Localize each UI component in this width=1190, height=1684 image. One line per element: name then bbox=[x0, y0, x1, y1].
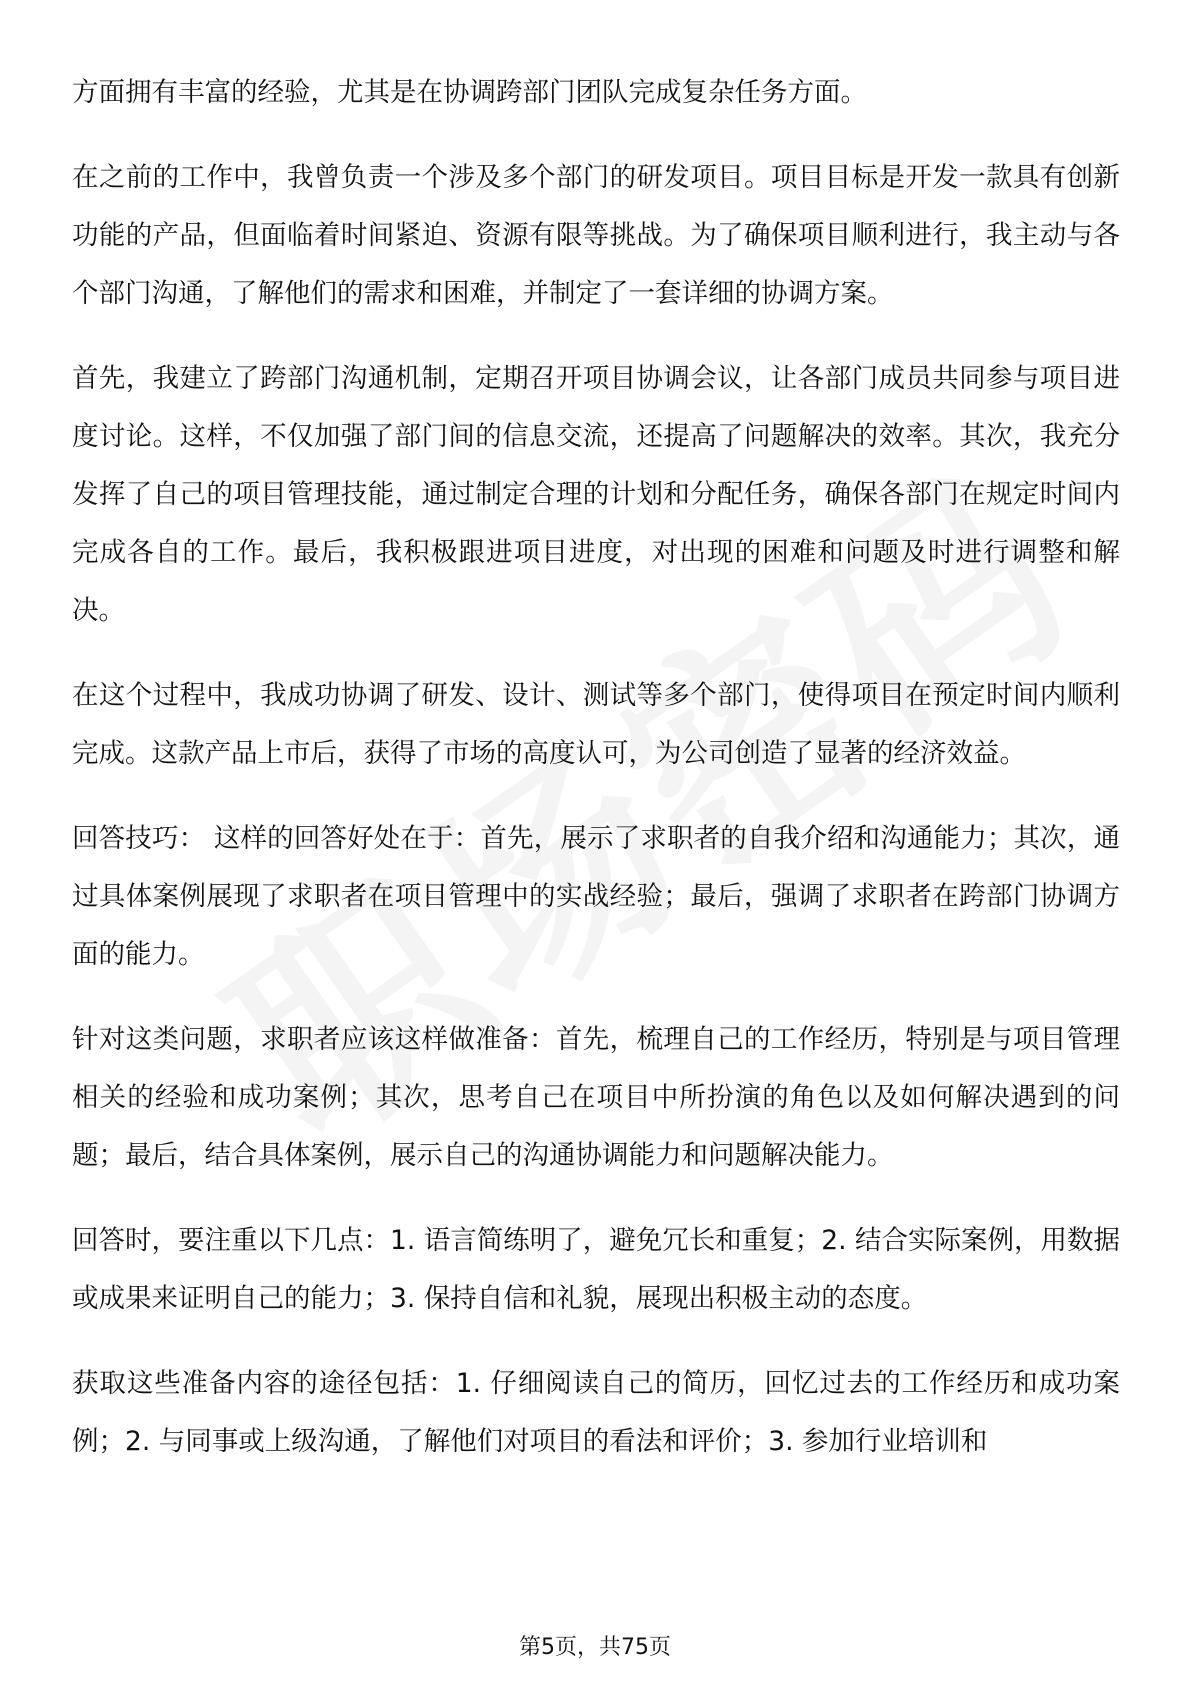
paragraph: 方面拥有丰富的经验，尤其是在协调跨部门团队完成复杂任务方面。 bbox=[72, 77, 867, 108]
page-number-footer: 第5页，共75页 bbox=[519, 1635, 671, 1660]
paragraph: 回答时，要注重以下几点：1. 语言简练明了，避免冗长和重复；2. 结合实际案例，用数据或成果来证明自己的能力；3. 保持自信和礼貌，展现出积极主动的态度。 bbox=[72, 1225, 1120, 1314]
document-body bbox=[72, 64, 1120, 1498]
paragraph: 获取这些准备内容的途径包括：1. 仔细阅读自己的简历，回忆过去的工作经历和成功案例；2. 与同事或上级沟通，了解他们对项目的看法和评价；3. 参加行业培训和 bbox=[72, 1368, 1120, 1457]
paragraph: 在之前的工作中，我曾负责一个涉及多个部门的研发项目。项目目标是开发一款具有创新功能的产品，但面临着时间紧迫、资源有限等挑战。为了确保项目顺利进行，我主动与各个部门沟通，了解他们的需求和困难，并制定了一套详细的协调方案。 bbox=[72, 162, 1120, 309]
paragraph: 首先，我建立了跨部门沟通机制，定期召开项目协调会议，让各部门成员共同参与项目进度讨论。这样，不仅加强了部门间的信息交流，还提高了问题解决的效率。其次，我充分发挥了自己的项目管理技能，通过制定合理的计划和分配任务，确保各部门在规定时间内完成各自的工作。最后，我积极跟进项目进度，对出现的困难和问题及时进行调整和解决。 bbox=[72, 363, 1120, 626]
paragraph: 在这个过程中，我成功协调了研发、设计、测试等多个部门，使得项目在预定时间内顺利完成。这款产品上市后，获得了市场的高度认可，为公司创造了显著的经济效益。 bbox=[72, 680, 1120, 769]
paragraph: 针对这类问题，求职者应该这样做准备：首先，梳理自己的工作经历，特别是与项目管理相关的经验和成功案例；其次，思考自己在项目中所扮演的角色以及如何解决遇到的问题；最后，结合具体案例，展示自己的沟通协调能力和问题解决能力。 bbox=[72, 1024, 1120, 1171]
paragraph: 回答技巧： 这样的回答好处在于：首先，展示了求职者的自我介绍和沟通能力；其次，通过具体案例展现了求职者在项目管理中的实战经验；最后，强调了求职者在跨部门协调方面的能力。 bbox=[72, 823, 1120, 970]
